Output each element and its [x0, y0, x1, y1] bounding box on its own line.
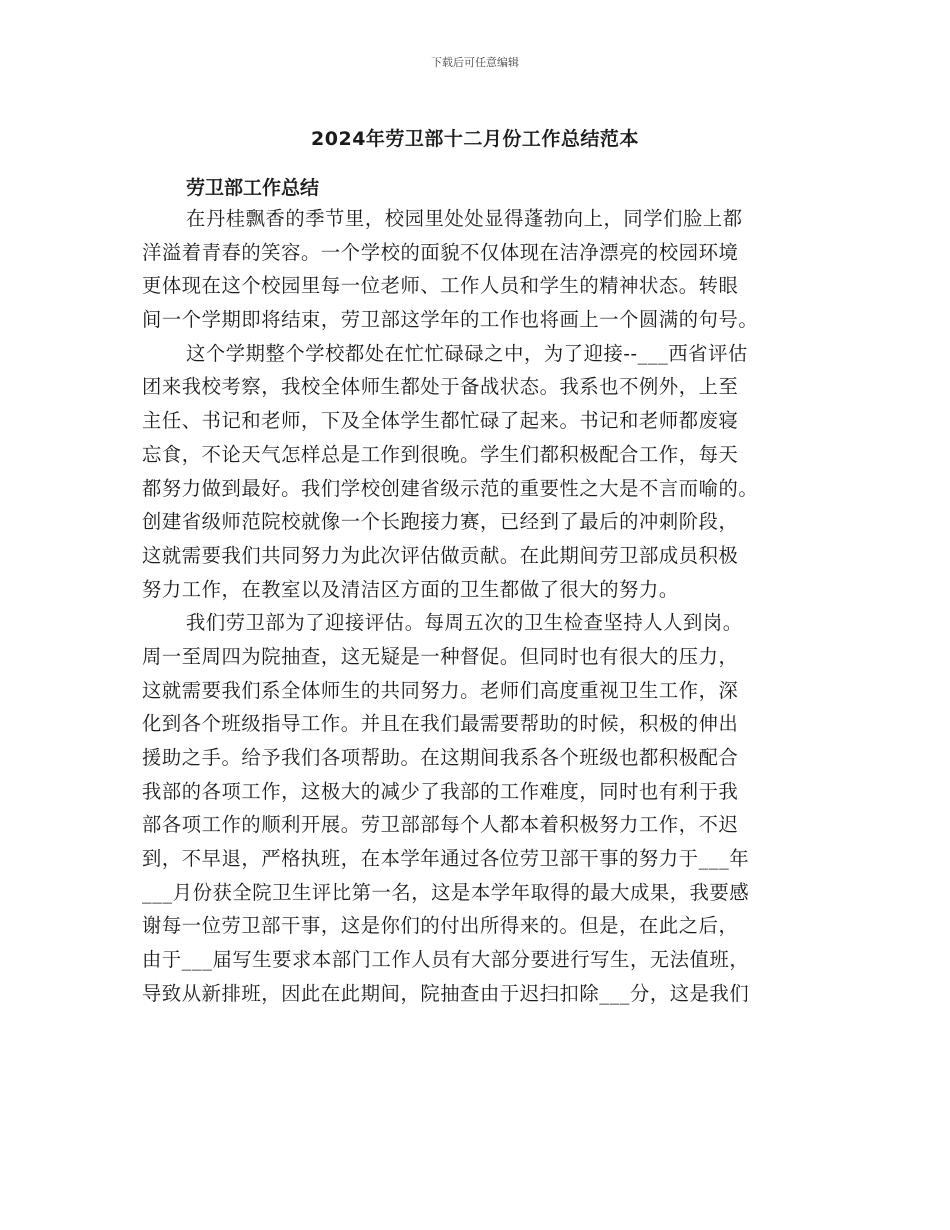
text-line: 努力工作，在教室以及清洁区方面的卫生都做了很大的努力。	[142, 577, 679, 601]
header-note: 下载后可任意编辑	[431, 56, 519, 69]
text-line: 援助之手。给予我们各项帮助。在这期间我系各个班级也都积极配合	[142, 746, 739, 769]
text-line: 我们劳卫部为了迎接评估。每周五次的卫生检查坚持人人到岗。	[186, 611, 743, 635]
text-line: 忘食，不论天气怎样总是工作到很晚。学生们都积极配合工作，每天	[142, 442, 739, 466]
section-heading: 劳卫部工作总结	[186, 177, 320, 199]
body-text	[142, 202, 832, 1011]
text-line: 由于___届写生要求本部门工作人员有大部分要进行写生，无法值班，	[142, 948, 750, 972]
text-line: 洋溢着青春的笑容。一个学校的面貌不仅体现在洁净漂亮的校园环境	[142, 240, 739, 264]
text-line: 这就需要我们系全体师生的共同努力。老师们高度重视卫生工作，深	[142, 678, 739, 702]
text-line: 我部的各项工作，这极大的减少了我部的工作难度，同时也有利于我	[142, 779, 739, 803]
text-line: 周一至周四为院抽查，这无疑是一种督促。但同时也有很大的压力，	[142, 644, 739, 668]
text-line: 间一个学期即将结束，劳卫部这学年的工作也将画上一个圆满的句号。	[142, 308, 759, 332]
text-line: 化到各个班级指导工作。并且在我们最需要帮助的时候，积极的伸出	[142, 712, 739, 736]
text-line: 到，不早退，严格执班，在本学年通过各位劳卫部干事的努力于___年	[142, 847, 750, 871]
text-line: 这就需要我们共同努力为此次评估做贡献。在此期间劳卫部成员积极	[142, 543, 739, 567]
document-title: 2024年劳卫部十二月份工作总结范本	[311, 128, 639, 150]
text-line: 团来我校考察，我校全体师生都处于备战状态。我系也不例外，上至	[142, 375, 739, 399]
text-line: 导致从新排班，因此在此期间，院抽查由于迟扫扣除___分，这是我们	[142, 981, 750, 1005]
text-line: ___月份获全院卫生评比第一名，这是本学年取得的最大成果，我要感	[142, 880, 750, 904]
text-line: 这个学期整个学校都处在忙忙碌碌之中，为了迎接--___西省评估	[186, 341, 748, 365]
text-line: 主任、书记和老师，下及全体学生都忙碌了起来。书记和老师都废寝	[142, 409, 739, 433]
text-line: 在丹桂飘香的季节里，校园里处处显得蓬勃向上，同学们脸上都	[186, 207, 743, 230]
text-line: 更体现在这个校园里每一位老师、工作人员和学生的精神状态。转眼	[142, 274, 739, 298]
text-line: 谢每一位劳卫部干事，这是你们的付出所得来的。但是，在此之后，	[142, 914, 739, 938]
text-line: 创建省级师范院校就像一个长跑接力赛，已经到了最后的冲刺阶段，	[142, 510, 739, 534]
text-line: 都努力做到最好。我们学校创建省级示范的重要性之大是不言而喻的。	[142, 476, 759, 500]
text-line: 部各项工作的顺利开展。劳卫部部每个人都本着积极努力工作，不迟	[142, 813, 739, 837]
